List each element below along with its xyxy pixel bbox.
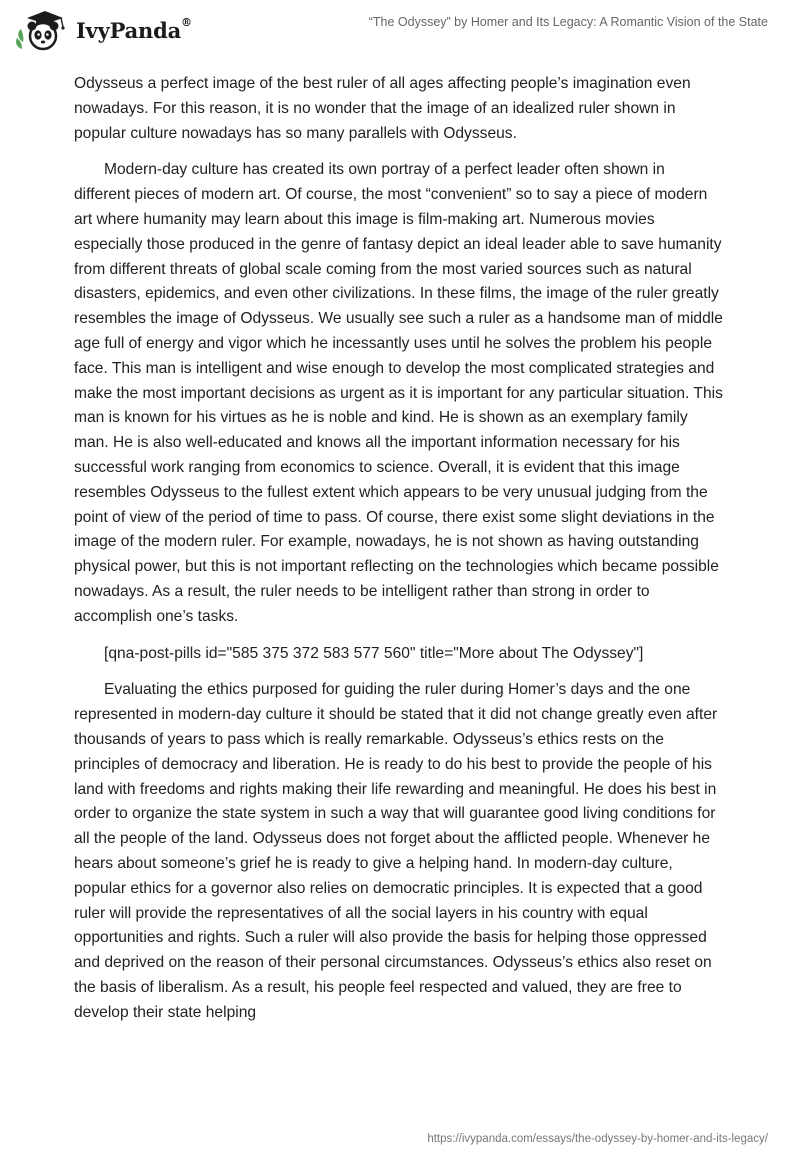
brand-name <box>76 15 192 43</box>
ivypanda-logo[interactable] <box>14 8 192 52</box>
shortcode-paragraph: [qna-post-pills id="585 375 372 583 577 560" title="More about The Odyssey"] <box>104 644 644 662</box>
page-header <box>0 0 800 60</box>
panda-graduate-icon <box>14 8 70 52</box>
brand-text: IvyPanda <box>76 17 182 43</box>
paragraph: Evaluating the ethics purposed for guiding the ruler during Homer’s days and the one represented in modern-day culture it should be stated that it did not change greatly even after thousands of years to pass which is really remarkable. Odysseus’s ethics rests on the principles of democracy and liberation. He is ready to do his best to provide the people of his land with freedoms and rights making their life rewarding and meaningful. He does his best in order to organize the state system in such a way that will guarantee good living conditions for all the people of the land. Odysseus does not forget about the afflicted people. Whenever he hears about someone’s grief he is ready to give a helping hand. In modern-day culture, popular ethics for a governor also relies on democratic principles. It is expected that a good ruler will provide the representatives of all the social layers in his country with equal opportunities and rights. Such a ruler will also provide the basis for helping those oppressed and deprived on the reason of their personal circumstances. Odysseus’s ethics also reset on the basis of liberalism. As a result, his people feel respected and valued, they are free to develop their state helping <box>74 681 718 1021</box>
document-title: “The Odyssey” by Homer and Its Legacy: A Romantic Vision of the State <box>368 15 768 29</box>
source-url[interactable]: https://ivypanda.com/essays/the-odyssey-by-homer-and-its-legacy/ <box>427 1133 768 1145</box>
essay-body <box>74 72 724 1037</box>
paragraph: Odysseus a perfect image of the best ruler of all ages affecting people’s imagination even nowadays. For this reason, it is no wonder that the image of an idealized ruler shown in popular culture nowadays has so many parallels with Odysseus. <box>74 75 691 142</box>
paragraph: Modern-day culture has created its own portray of a perfect leader often shown in different pieces of modern art. Of course, the most “convenient” so to say a piece of modern art where humanity may learn about this image is film-making art. Numerous movies especially those produced in the genre of fantasy depict an ideal leader able to save humanity from different threats of global scale coming from the most varied sources such as natural disasters, epidemics, and even other civilizations. In these films, the image of the ruler greatly resembles the image of Odysseus. We usually see such a ruler as a handsome man of middle age full of energy and vigor which he incessantly uses until he solves the problem his people face. This man is intelligent and wise enough to develop the most complicated strategies and make the most important decisions as urgent as it is important for any particular situation. This man is known for his virtues as he is noble and kind. He is shown as an exemplary family man. He is also well-educated and knows all the important information necessary for his successful work ranging from economics to science. Overall, it is evident that this image resembles Odysseus to the fullest extent which appears to be very unusual judging from the point of view of the period of time to pass. Of course, there exist some slight deviations in the image of the modern ruler. For example, nowadays, he is not shown as having outstanding physical power, but this is not important reflecting on the technologies which became possible nowadays. As a result, the ruler needs to be intelligent rather than strong in order to accomplish one’s tasks. <box>74 161 723 625</box>
registered-mark: ® <box>181 15 192 29</box>
